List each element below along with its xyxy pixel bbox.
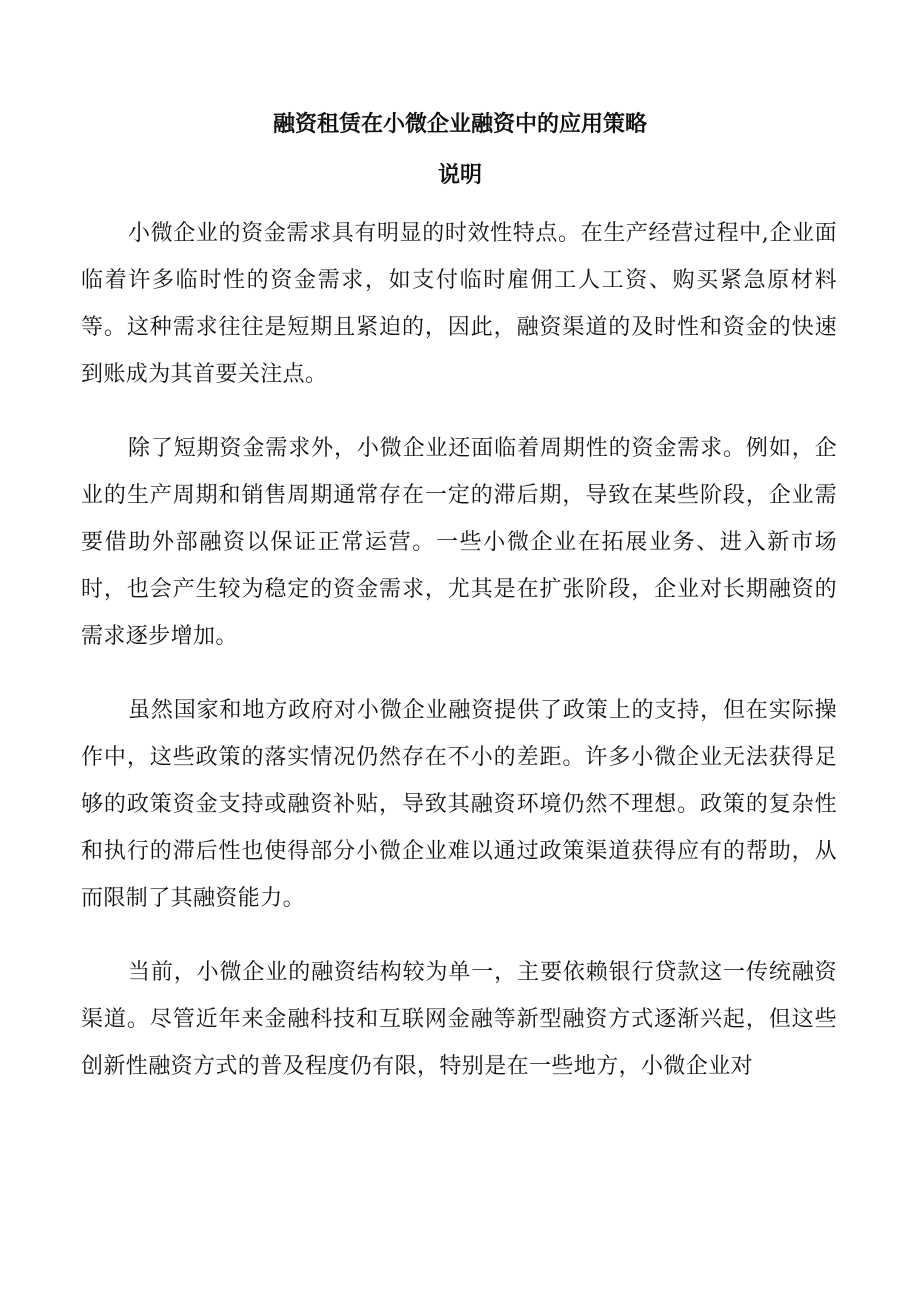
paragraph-2: 除了短期资金需求外，小微企业还面临着周期性的资金需求。例如，企业的生产周期和销售周期通常存在一定的滞后期，导致在某些阶段，企业需要借助外部融资以保证正常运营。一些小微企业在拓展业务、进入新市场时，也会产生较为稳定的资金需求，尤其是在扩张阶段，企业对长期融资的需求逐步增加。	[81, 436, 837, 649]
paragraph-3: 虽然国家和地方政府对小微企业融资提供了政策上的支持，但在实际操作中，这些政策的落实情况仍然存在不小的差距。许多小微企业无法获得足够的政策资金支持或融资补贴，导致其融资环境仍然不理想。政策的复杂性和执行的滞后性也使得部分小微企业难以通过政策渠道获得应有的帮助，从而限制了其融资能力。	[81, 698, 837, 911]
paragraph-1: 小微企业的资金需求具有明显的时效性特点。在生产经营过程中,企业面临着许多临时性的资金需求，如支付临时雇佣工人工资、购买紧急原材料等。这种需求往往是短期且紧迫的，因此，融资渠道的及时性和资金的快速到账成为其首要关注点。	[81, 221, 837, 387]
paragraph-4: 当前，小微企业的融资结构较为单一，主要依赖银行贷款这一传统融资渠道。尽管近年来金融科技和互联网金融等新型融资方式逐渐兴起，但这些创新性融资方式的普及程度仍有限，特别是在一些地方，小微企业对	[81, 960, 837, 1079]
document-subtitle: 说明	[437, 162, 482, 188]
document-title: 融资租赁在小微企业融资中的应用策略	[272, 111, 647, 137]
document-body	[81, 210, 837, 1117]
